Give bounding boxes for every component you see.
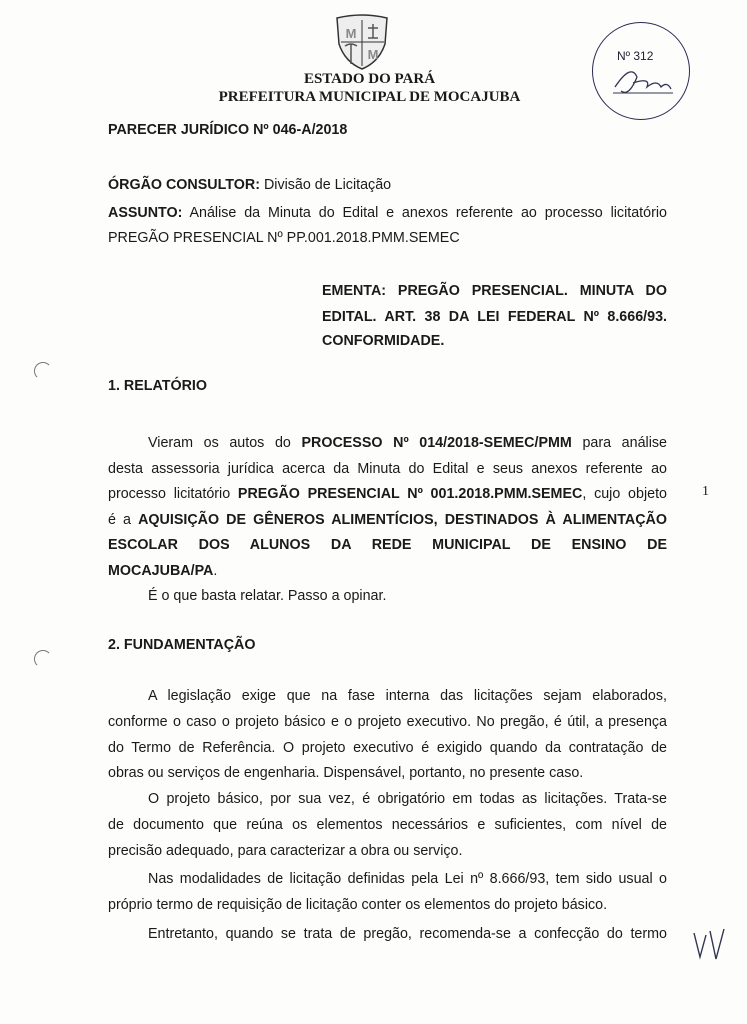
text-run: É o que basta relatar. Passo a opinar.: [148, 588, 387, 604]
municipality-name: PREFEITURA MUNICIPAL DE MOCAJUBA: [218, 89, 521, 105]
section-heading-fundamentacao: 2. FUNDAMENTAÇÃO: [108, 637, 256, 653]
stamp-number: Nº 312: [617, 49, 654, 63]
text-run: PROCESSO Nº 014/2018-SEMEC/PMM: [301, 435, 572, 451]
paragraph-line: [108, 739, 667, 757]
paragraph-line: [108, 511, 667, 529]
text-run: Nas modalidades de licitação definidas pela Lei nº 8.666/93, tem sido usual o: [148, 871, 667, 887]
assunto: [108, 204, 667, 222]
orgao-consultor: [108, 176, 667, 194]
text-run: MOCAJUBA/PA: [108, 562, 214, 579]
text-run: , cujo objeto: [582, 486, 667, 502]
municipal-crest: [333, 14, 391, 70]
punch-hole: [34, 362, 52, 380]
ementa-line: EDITAL. ART. 38 DA LEI FEDERAL Nº 8.666/93.: [322, 309, 667, 325]
text-run: para análise: [571, 435, 667, 451]
assunto-label: ASSUNTO:: [108, 205, 183, 221]
text-run: Vieram os autos do: [148, 435, 302, 451]
ementa-line: CONFORMIDADE.: [322, 333, 445, 349]
text-run: próprio termo de requisição de licitação conter os elementos do projeto básico.: [108, 897, 608, 913]
ementa-line: EMENTA: PREGÃO PRESENCIAL. MINUTA DO: [322, 283, 667, 299]
initials-mark: [690, 925, 730, 965]
paragraph-line: [108, 870, 667, 888]
text-run: de documento que reúna os elementos necessários e suficientes, com nível de: [108, 817, 667, 833]
paragraph-line: [108, 536, 667, 554]
text-run: é a: [108, 511, 139, 528]
signature-icon: [611, 67, 675, 97]
text-run: AQUISIÇÃO DE GÊNEROS ALIMENTÍCIOS, DESTINADOS À ALIMENTAÇÃO: [138, 511, 667, 528]
text-run: processo licitatório: [108, 486, 238, 502]
page-number: 1: [702, 484, 709, 499]
paragraph-line: [108, 713, 667, 731]
state-name: ESTADO DO PARÁ: [303, 71, 436, 87]
text-run: .: [213, 562, 218, 579]
svg-text:M: M: [345, 26, 357, 41]
paragraph-line: [108, 485, 667, 503]
text-run: conforme o caso o projeto básico e o projeto executivo. No pregão, é útil, a presença: [108, 714, 667, 730]
assunto-value: Análise da Minuta do Edital e anexos referente ao processo licitatório: [182, 205, 667, 221]
paragraph-line: [108, 460, 667, 478]
paragraph-line: [108, 925, 667, 943]
text-run: ESCOLAR DOS ALUNOS DA REDE MUNICIPAL DE ENSINO DE: [108, 537, 667, 553]
assunto-line2: PREGÃO PRESENCIAL Nº PP.001.2018.PMM.SEMEC: [108, 230, 460, 246]
document-title: PARECER JURÍDICO Nº 046-A/2018: [108, 122, 348, 138]
text-run: Entretanto, quando se trata de pregão, recomenda-se a confecção do termo: [148, 926, 667, 942]
orgao-label: ÓRGÃO CONSULTOR:: [108, 177, 260, 193]
text-run: do Termo de Referência. O projeto executivo é exigido quando da contratação de: [108, 740, 667, 756]
paragraph-line: [108, 842, 667, 860]
paragraph-line: [108, 790, 667, 808]
paragraph-line: [108, 587, 667, 605]
punch-hole: [34, 650, 52, 668]
protocol-stamp: [592, 22, 690, 120]
text-run: A legislação exige que na fase interna das licitações sejam elaborados,: [148, 688, 667, 704]
text-run: desta assessoria jurídica acerca da Minuta do Edital e seus anexos referente ao: [108, 460, 667, 477]
text-run: PREGÃO PRESENCIAL Nº 001.2018.PMM.SEMEC: [237, 486, 583, 502]
section-heading-relatorio: 1. RELATÓRIO: [108, 378, 208, 394]
paragraph-line: [108, 764, 667, 782]
paragraph-line: [108, 434, 667, 452]
paragraph-line: [108, 687, 667, 705]
paragraph-line: [108, 896, 667, 914]
paragraph-line: [108, 562, 667, 580]
text-run: O projeto básico, por sua vez, é obrigatório em todas as licitações. Trata-se: [148, 791, 667, 807]
paragraph-line: [108, 816, 667, 834]
svg-text:M: M: [367, 47, 379, 62]
text-run: precisão adequado, para caracterizar a obra ou serviço.: [108, 843, 463, 859]
orgao-value: Divisão de Licitação: [259, 177, 392, 193]
text-run: obras ou serviços de engenharia. Dispensável, portanto, no presente caso.: [108, 765, 584, 781]
